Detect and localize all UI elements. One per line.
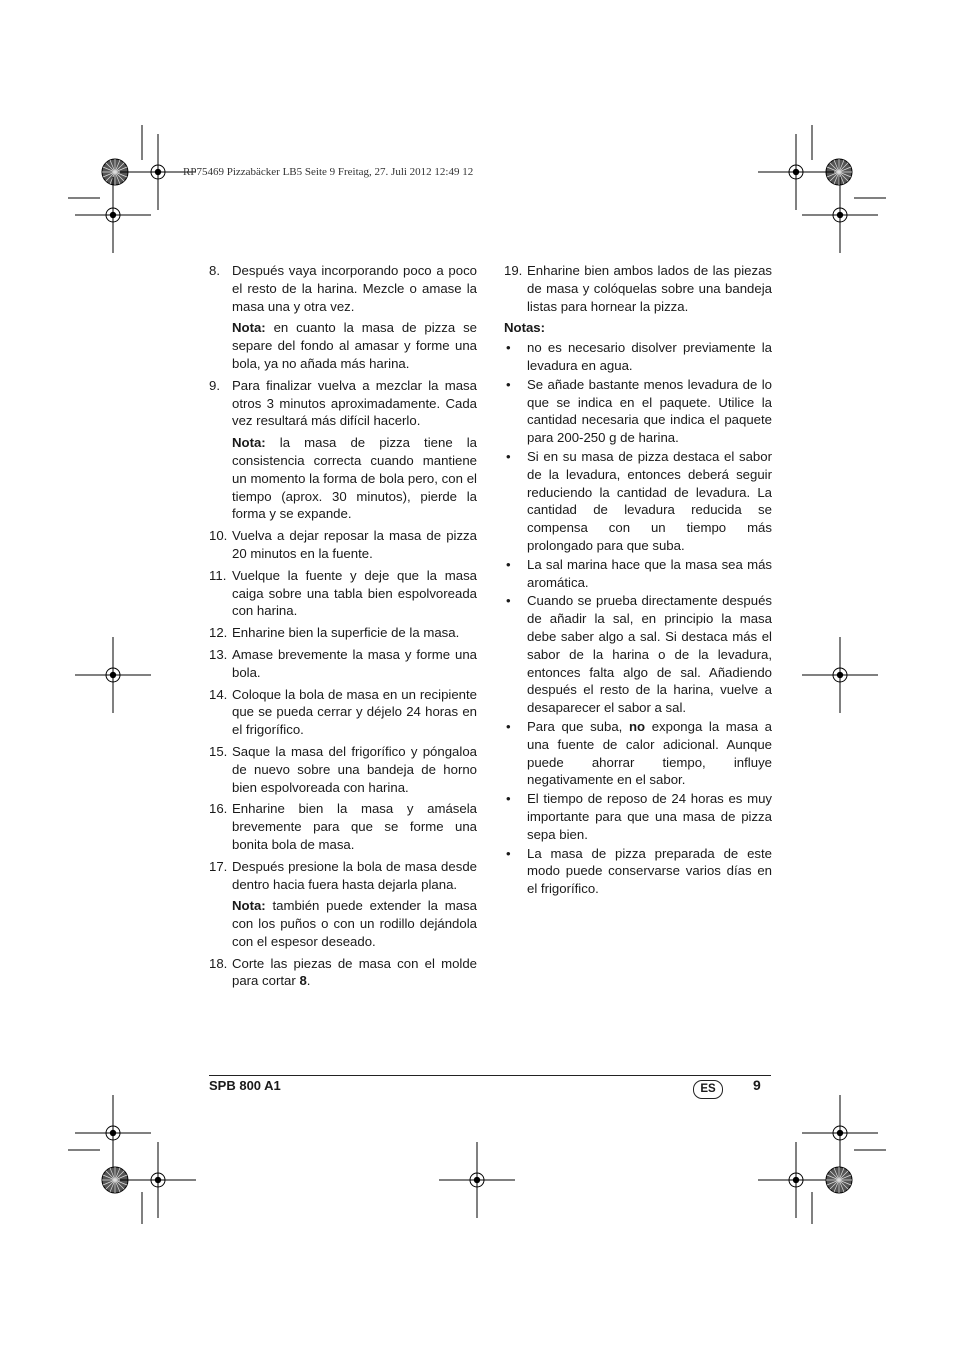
step-text-main: Corte las piezas de masa con el molde para cortar <box>232 955 477 989</box>
bullet-text: La sal marina hace que la masa sea más aromática. <box>527 556 772 590</box>
note-bullet <box>504 845 772 898</box>
note-bullet <box>504 339 772 375</box>
notes-heading: Notas: <box>504 320 546 336</box>
step-text: Vuelva a dejar reposar la masa de pizza 20 minutos en la fuente. <box>232 528 477 561</box>
step-number: 11. <box>209 567 227 583</box>
bullet-glyph: • <box>506 718 511 734</box>
footer-rule <box>209 1075 771 1076</box>
right-column <box>504 262 772 899</box>
note-17 <box>232 897 477 950</box>
bullet-text <box>527 718 772 789</box>
bullet-glyph: • <box>506 791 511 807</box>
step-16 <box>209 800 477 853</box>
step-8 <box>209 262 477 315</box>
step-number: 9. <box>209 377 220 393</box>
bullet-glyph: • <box>506 376 511 392</box>
step-number: 14. <box>209 686 228 702</box>
note-text: también puede extender la masa con los puños o con un rodillo dejándola con el espesor deseado. <box>232 898 477 949</box>
step-text: Enharine bien ambos lados de las piezas de masa y colóquelas sobre una bandeja listas para hornear la pizza. <box>527 263 772 314</box>
step-19 <box>504 262 772 315</box>
note-9 <box>232 434 477 523</box>
step-text: Saque la masa del frigorífico y póngaloa de nuevo sobre una bandeja de horno bien espolvoreada con harina. <box>232 743 477 795</box>
print-slug-line: RP75469 Pizzabäcker LB5 Seite 9 Freitag, 27. Juli 2012 12:49 12 <box>183 166 474 178</box>
bullet-text-emphasis: no <box>628 718 646 734</box>
step-number: 17. <box>209 858 228 874</box>
step-14 <box>209 686 477 739</box>
bullet-text: El tiempo de reposo de 24 horas es muy importante para que una masa de pizza sepa bien. <box>527 791 772 842</box>
bullet-text: Se añade bastante menos levadura de lo que se indica en el paquete. Utilice la cantidad necesaria que indica el paquete para 200-250 g de harina. <box>527 376 772 446</box>
page-number: 9 <box>753 1077 761 1093</box>
step-text: Para finalizar vuelva a mezclar la masa otros 3 minutos aproximadamente. Cada vez resultará más difícil hacerlo. <box>232 377 477 429</box>
bullet-text: Cuando se prueba directamente después de añadir la sal, en principio la masa debe saber algo a sal. Si destaca más el sabor de la harina o de la levadura, entonces falta algo de sal. Añadiendo después el resto de la harina, vuelve a desaparecer el sabor a sal. <box>527 593 772 716</box>
language-badge: ES <box>693 1080 723 1099</box>
note-bullet <box>504 448 772 555</box>
step-text: Después vaya incorporando poco a poco el resto de la harina. Mezcle o amase la masa una y otra vez. <box>232 263 477 314</box>
step-text: Amase brevemente la masa y forme una bola. <box>232 646 477 680</box>
step-number: 10. <box>209 528 228 544</box>
bullet-glyph: • <box>506 556 511 572</box>
step-text: Enharine bien la masa y amásela brevemente para que se forme una bonita bola de masa. <box>232 801 477 852</box>
step-text-tail: . <box>306 973 311 989</box>
bullet-text-pre: Para que suba, <box>527 718 629 734</box>
step-number: 12. <box>209 625 228 641</box>
part-reference: 8 <box>299 973 307 989</box>
bullet-glyph: • <box>506 845 511 861</box>
step-text: Vuelque la fuente y deje que la masa caiga sobre una tabla bien espolvoreada con harina. <box>232 567 477 619</box>
note-label: Nota: <box>232 435 266 451</box>
step-number: 15. <box>209 743 228 759</box>
step-text: Después presione la bola de masa desde dentro hacia fuera hasta dejarla plana. <box>232 858 477 892</box>
step-10 <box>209 527 477 563</box>
note-bullet <box>504 376 772 447</box>
step-13 <box>209 646 477 682</box>
note-bullet <box>504 790 772 843</box>
note-text: la masa de pizza tiene la consistencia correcta cuando mantiene un momento la forma de bola pero, con el tiempo (aprox. 30 minutos), pierde la forma y se expande. <box>232 435 477 522</box>
note-bullet <box>504 556 772 592</box>
left-column <box>209 262 477 994</box>
note-bullet <box>504 592 772 717</box>
step-number: 8. <box>209 263 220 278</box>
bullet-text-post: exponga la masa a una fuente de calor adicional. Aunque puede ahorrar tiempo, influye negativamente en el sabor. <box>527 718 772 788</box>
step-number: 13. <box>209 646 228 662</box>
step-18 <box>209 955 477 991</box>
step-17 <box>209 858 477 894</box>
note-label: Nota: <box>232 898 266 914</box>
step-number: 18. <box>209 955 228 971</box>
bullet-glyph: • <box>506 448 511 464</box>
step-11 <box>209 567 477 620</box>
bullet-text: Si en su masa de pizza destaca el sabor de la levadura, entonces deberá seguir reduciendo la cantidad de levadura. La cantidad de levadura reducida se compensa con un tiempo más prolongado para que suba. <box>527 448 772 553</box>
step-number: 19. <box>504 263 523 278</box>
note-8 <box>232 319 477 372</box>
step-15 <box>209 743 477 796</box>
step-9 <box>209 377 477 430</box>
model-number: SPB 800 A1 <box>209 1078 281 1093</box>
step-text: Coloque la bola de masa en un recipiente que se pueda cerrar y déjelo 24 horas en el frigorífico. <box>232 686 477 738</box>
bullet-glyph: • <box>506 593 511 609</box>
step-12 <box>209 624 477 642</box>
step-text: Enharine bien la superficie de la masa. <box>232 625 460 641</box>
note-label: Nota: <box>232 320 266 336</box>
bullet-text: La masa de pizza preparada de este modo puede conservarse varios días en el frigorífico. <box>527 845 772 897</box>
bullet-glyph: • <box>506 340 511 356</box>
step-number: 16. <box>209 801 228 817</box>
note-bullet <box>504 718 772 789</box>
note-text: en cuanto la masa de pizza se separe del fondo al amasar y forme una bola, ya no añada más harina. <box>232 320 477 371</box>
step-text <box>232 955 477 991</box>
bullet-text: no es necesario disolver previamente la levadura en agua. <box>527 340 772 373</box>
